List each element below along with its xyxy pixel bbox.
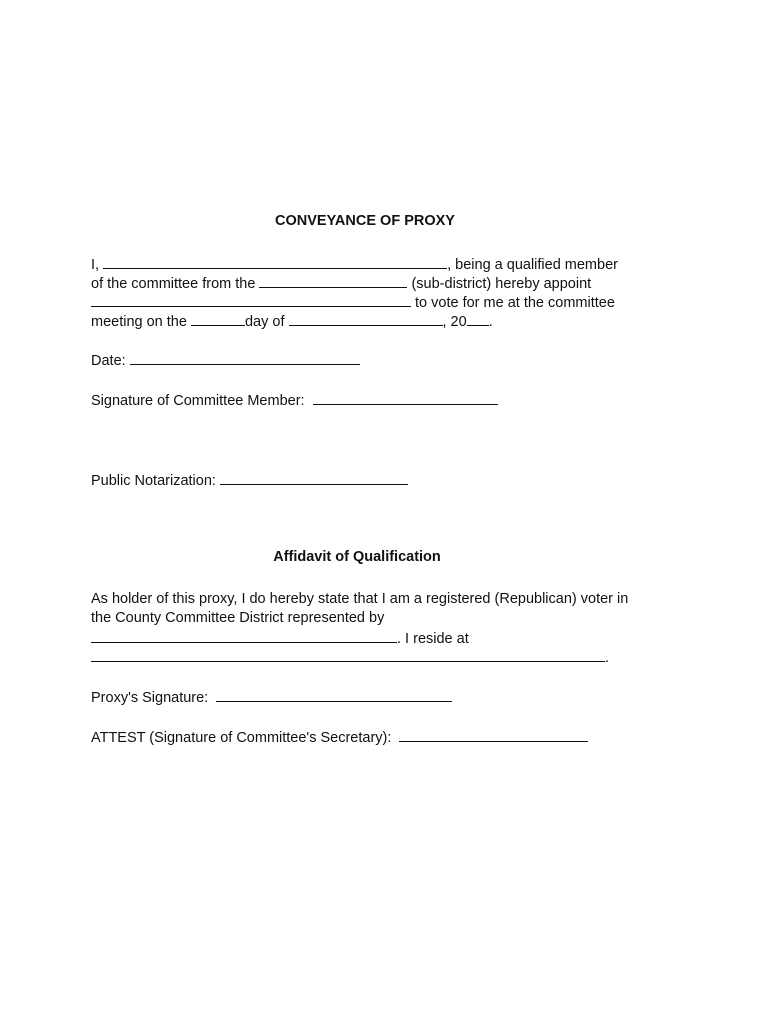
proxy-line-2	[91, 273, 591, 294]
affidavit-line-4-end: .	[605, 650, 610, 666]
proxy-line-1	[91, 254, 618, 275]
proxy-line-3-suffix: to vote for me at the committee	[415, 295, 615, 311]
proxy-line-3	[91, 292, 615, 313]
meeting-day-field[interactable]	[191, 311, 245, 326]
attest-line	[91, 727, 588, 748]
proxy-signature-line	[91, 687, 452, 708]
proxy-signature-label: Proxy's Signature:	[91, 690, 209, 706]
notarization-label: Public Notarization:	[91, 473, 216, 489]
affidavit-line-4	[91, 647, 609, 668]
affidavit-title: Affidavit of Qualification	[273, 549, 441, 565]
notarization-line	[91, 470, 408, 491]
proxy-line-4-prefix: meeting on the	[91, 314, 187, 330]
proxy-line-1-prefix: I,	[91, 257, 100, 273]
member-signature-field[interactable]	[313, 390, 498, 405]
meeting-month-field[interactable]	[289, 311, 443, 326]
affidavit-line-2: the County Committee District represented by	[91, 610, 385, 626]
member-name-field[interactable]	[103, 254, 447, 269]
affidavit-line-1: As holder of this proxy, I do hereby state that I am a registered (Republican) voter in	[91, 591, 629, 607]
meeting-year-field[interactable]	[467, 311, 489, 326]
district-representative-field[interactable]	[91, 628, 397, 643]
proxy-line-4	[91, 311, 493, 332]
notarization-field[interactable]	[220, 470, 408, 485]
proxy-title: CONVEYANCE OF PROXY	[275, 213, 455, 229]
attest-label: ATTEST (Signature of Committee's Secretary):	[91, 730, 392, 746]
proxy-line-2-suffix: (sub-district) hereby appoint	[411, 276, 592, 292]
appointee-name-field[interactable]	[91, 292, 411, 307]
member-signature-label: Signature of Committee Member:	[91, 393, 305, 409]
proxy-line-1-suffix: , being a qualified member	[447, 257, 618, 273]
affidavit-line-3	[91, 628, 469, 649]
proxy-line-4-mid2: , 20	[442, 314, 467, 330]
date-label: Date:	[91, 353, 126, 369]
proxy-line-2-prefix: of the committee from the	[91, 276, 256, 292]
affidavit-line-3-suffix: . I reside at	[397, 631, 469, 647]
date-field[interactable]	[130, 350, 360, 365]
proxy-signature-field[interactable]	[216, 687, 452, 702]
proxy-line-4-mid1: day of	[244, 314, 285, 330]
attest-signature-field[interactable]	[399, 727, 588, 742]
member-signature-line	[91, 390, 498, 411]
subdistrict-field[interactable]	[259, 273, 407, 288]
residence-address-field[interactable]	[91, 647, 605, 662]
proxy-line-4-end: .	[488, 314, 493, 330]
date-line	[91, 350, 360, 371]
